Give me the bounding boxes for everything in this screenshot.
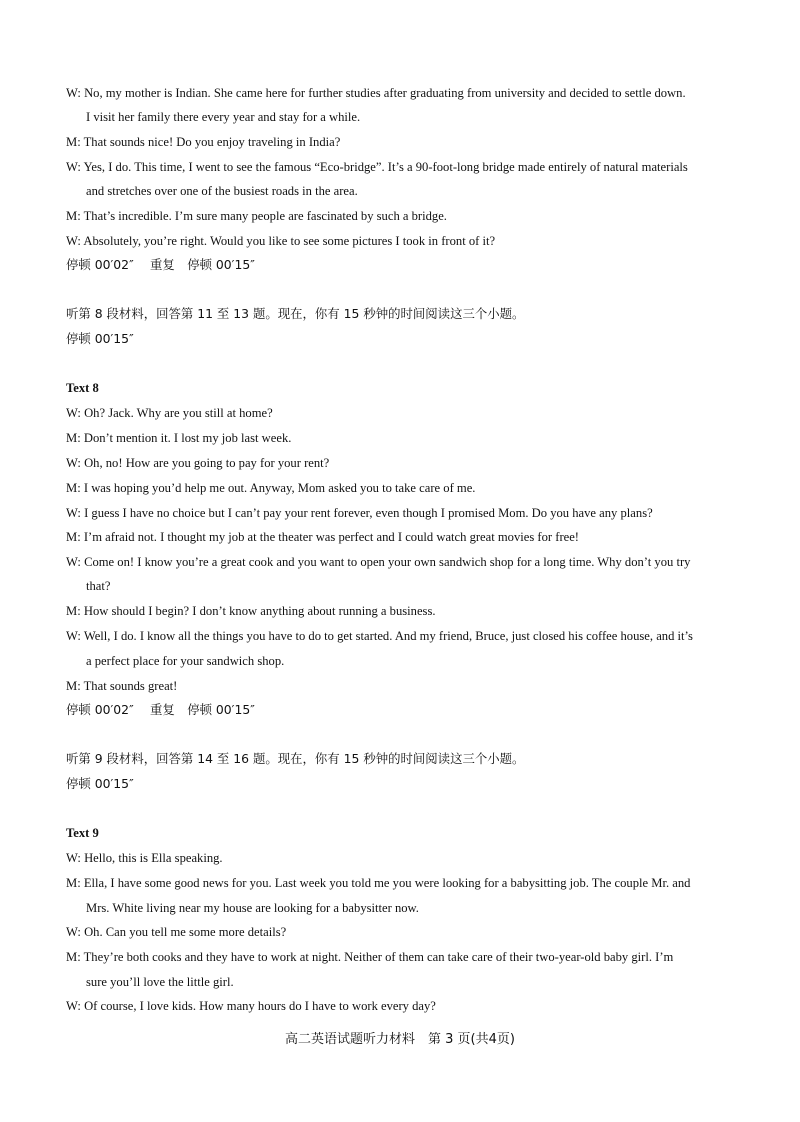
dialogue-line: W: Yes, I do. This time, I went to see the famous “Eco-bridge”. It’s a 90-foot-long bridge made entirely of natural materials: [66, 160, 688, 174]
dialogue-line: W: Oh. Can you tell me some more details?: [66, 925, 287, 939]
dialogue-line: W: I guess I have no choice but I can’t pay your rent forever, even though I promised Mom. Do you have any plans?: [66, 506, 653, 520]
dialogue-line: W: Well, I do. I know all the things you have to do to get started. And my friend, Bruce, just closed his coffee house, and it’s: [66, 629, 693, 643]
dialogue-line: M: I’m afraid not. I thought my job at the theater was perfect and I could watch great movies for free!: [66, 530, 580, 544]
pause-instruction: 停顿 00′15″: [66, 776, 134, 791]
dialogue-line: M: That’s incredible. I’m sure many people are fascinated by such a bridge.: [66, 209, 447, 223]
dialogue-line: W: Absolutely, you’re right. Would you like to see some pictures I took in front of it?: [66, 234, 496, 248]
dialogue-line: W: Of course, I love kids. How many hours do I have to work every day?: [66, 999, 436, 1013]
dialogue-line-continuation: I visit her family there every year and stay for a while.: [86, 110, 361, 124]
section-instruction: 听第 8 段材料，回答第 11 至 13 题。现在，你有 15 秒钟的时间阅读这三个小题。: [66, 306, 525, 321]
dialogue-line: W: Oh, no! How are you going to pay for your rent?: [66, 456, 330, 470]
dialogue-line-continuation: Mrs. White living near my house are looking for a babysitter now.: [86, 901, 419, 915]
dialogue-line-continuation: and stretches over one of the busiest roads in the area.: [86, 184, 358, 198]
section-heading: Text 9: [66, 826, 99, 840]
dialogue-line: M: They’re both cooks and they have to work at night. Neither of them can take care of their two-year-old baby girl. I’m: [66, 950, 674, 964]
dialogue-line: M: That sounds great!: [66, 679, 178, 693]
dialogue-line-continuation: a perfect place for your sandwich shop.: [86, 654, 285, 668]
dialogue-line: M: How should I begin? I don’t know anything about running a business.: [66, 604, 436, 618]
dialogue-line: W: Oh? Jack. Why are you still at home?: [66, 406, 273, 420]
dialogue-line: M: Ella, I have some good news for you. Last week you told me you were looking for a babysitting job. The couple Mr. and: [66, 876, 691, 890]
pause-instruction: 停顿 00′02″ 重复 停顿 00′15″: [66, 257, 255, 272]
dialogue-line: W: No, my mother is Indian. She came here for further studies after graduating from university and decided to settle down.: [66, 86, 686, 100]
dialogue-line-continuation: that?: [86, 579, 111, 593]
dialogue-line: M: That sounds nice! Do you enjoy traveling in India?: [66, 135, 341, 149]
dialogue-line: W: Come on! I know you’re a great cook and you want to open your own sandwich shop for a long time. Why don’t you try: [66, 555, 691, 569]
page-footer: 高二英语试题听力材料 第 3 页(共4页): [285, 1032, 515, 1047]
dialogue-line: M: Don’t mention it. I lost my job last week.: [66, 431, 292, 445]
dialogue-line: W: Hello, this is Ella speaking.: [66, 851, 223, 865]
pause-instruction: 停顿 00′15″: [66, 331, 134, 346]
pause-instruction: 停顿 00′02″ 重复 停顿 00′15″: [66, 702, 255, 717]
dialogue-line: M: I was hoping you’d help me out. Anyway, Mom asked you to take care of me.: [66, 481, 476, 495]
section-heading: Text 8: [66, 381, 99, 395]
dialogue-line-continuation: sure you’ll love the little girl.: [86, 975, 234, 989]
section-instruction: 听第 9 段材料，回答第 14 至 16 题。现在，你有 15 秒钟的时间阅读这三个小题。: [66, 751, 525, 766]
